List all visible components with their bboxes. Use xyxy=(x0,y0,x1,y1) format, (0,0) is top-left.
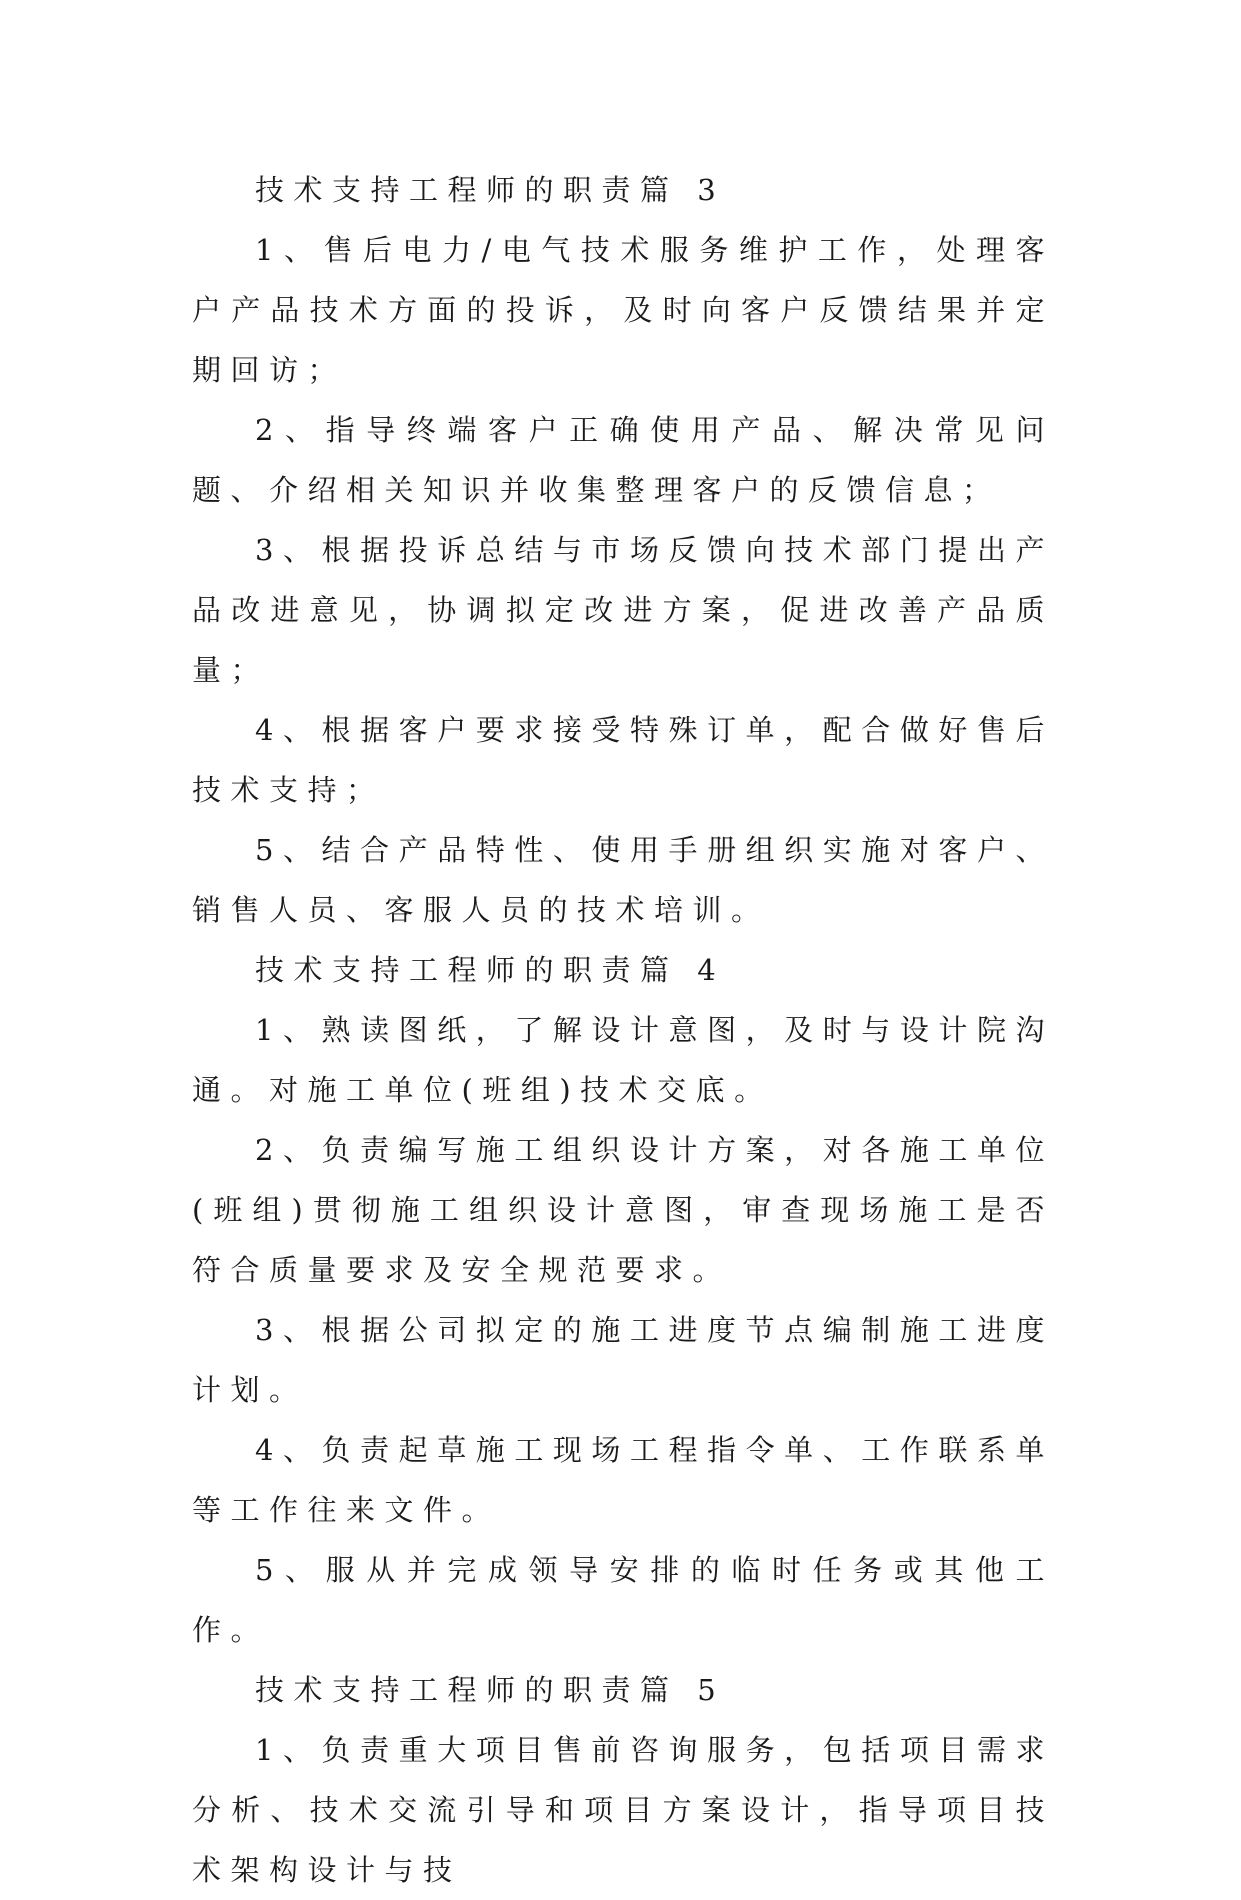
paragraph: 1、售后电力/电气技术服务维护工作，处理客户产品技术方面的投诉，及时向客户反馈结果并定期回访； xyxy=(192,233,1054,387)
paragraph: 5、结合产品特性、使用手册组织实施对客户、销售人员、客服人员的技术培训。 xyxy=(192,833,1054,927)
section-heading-4: 技术支持工程师的职责篇 4 xyxy=(255,953,726,987)
paragraph: 3、根据投诉总结与市场反馈向技术部门提出产品改进意见，协调拟定改进方案，促进改善产品质量； xyxy=(192,533,1054,687)
paragraph: 4、根据客户要求接受特殊订单，配合做好售后技术支持； xyxy=(192,713,1054,807)
paragraph: 2、负责编写施工组织设计方案，对各施工单位(班组)贯彻施工组织设计意图，审查现场施工是否符合质量要求及安全规范要求。 xyxy=(192,1133,1054,1287)
paragraph: 2、指导终端客户正确使用产品、解决常见问题、介绍相关知识并收集整理客户的反馈信息； xyxy=(192,413,1054,507)
section-heading-3: 技术支持工程师的职责篇 3 xyxy=(255,173,726,207)
paragraph: 1、负责重大项目售前咨询服务，包括项目需求分析、技术交流引导和项目方案设计，指导项目技术架构设计与技 xyxy=(192,1733,1054,1887)
section-heading-5: 技术支持工程师的职责篇 5 xyxy=(255,1673,726,1707)
paragraph: 5、服从并完成领导安排的临时任务或其他工作。 xyxy=(192,1553,1054,1647)
document-body xyxy=(192,160,1054,1900)
paragraph: 4、负责起草施工现场工程指令单、工作联系单等工作往来文件。 xyxy=(192,1433,1054,1527)
paragraph: 1、熟读图纸，了解设计意图，及时与设计院沟通。对施工单位(班组)技术交底。 xyxy=(192,1013,1054,1107)
paragraph: 3、根据公司拟定的施工进度节点编制施工进度计划。 xyxy=(192,1313,1054,1407)
